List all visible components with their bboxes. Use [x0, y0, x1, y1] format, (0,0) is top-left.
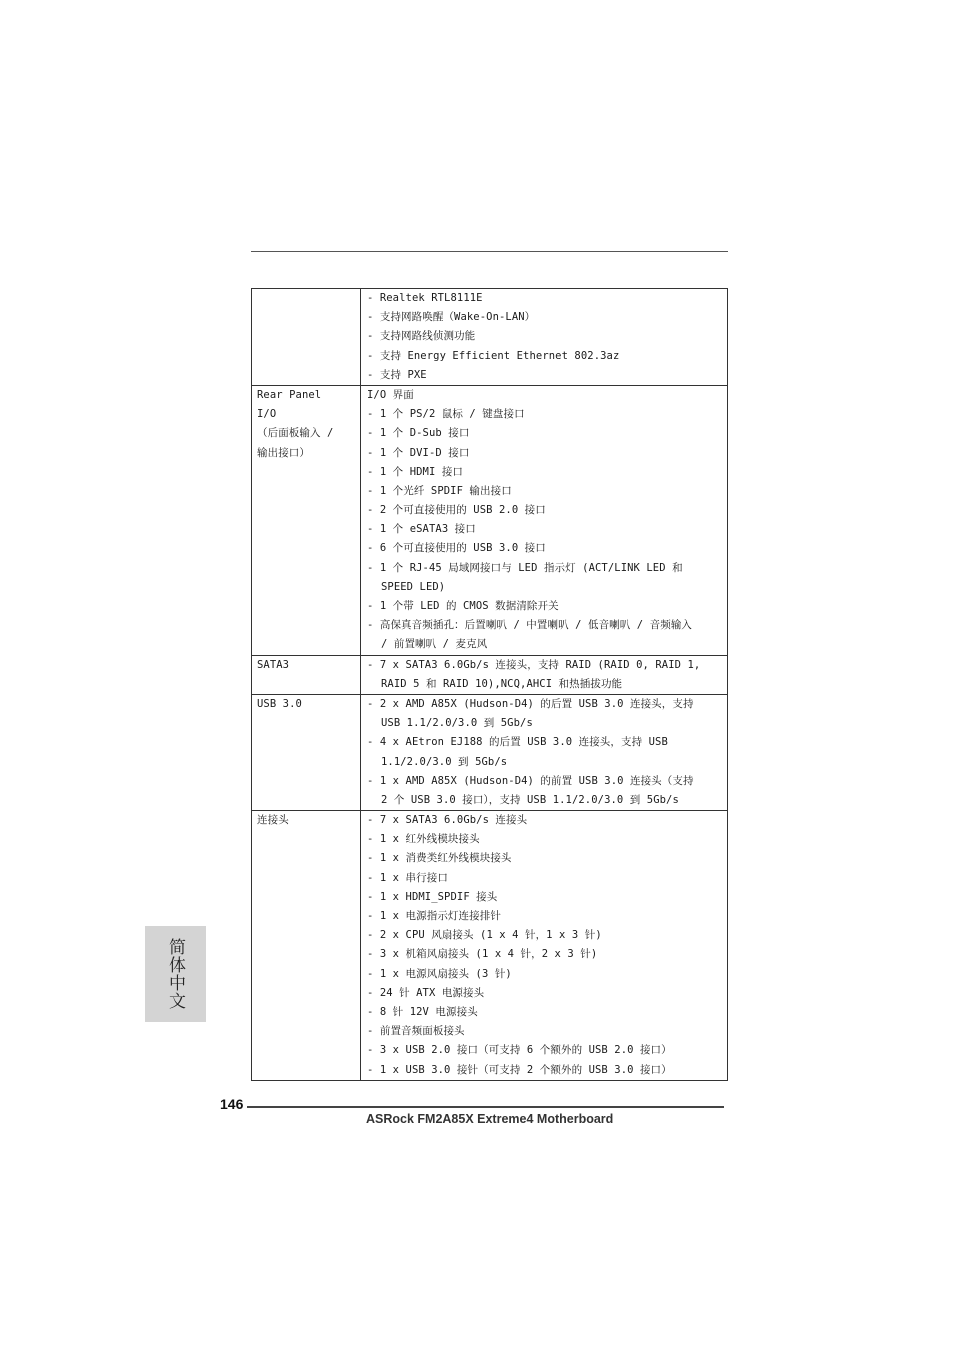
spec-value-cell: [361, 385, 728, 655]
spec-item: - 1 x AMD A85X (Hudson-D4) 的前置 USB 3.0 连接头（支持: [367, 774, 694, 787]
spec-value-cell: [361, 694, 728, 810]
spec-item: - 4 x AEtron EJ188 的后置 USB 3.0 连接头，支持 USB: [367, 736, 668, 749]
spec-label-line: 连接头: [257, 814, 289, 827]
spec-item: - 1 个 D-Sub 接口: [367, 427, 470, 440]
spec-item: I/O 界面: [367, 388, 414, 401]
spec-table-body: [252, 289, 728, 1081]
spec-item: - 2 x AMD A85X (Hudson-D4) 的后置 USB 3.0 连接头，支持: [367, 697, 694, 710]
spec-row: [252, 694, 728, 810]
spec-value-cell: [361, 811, 728, 1081]
spec-item: - 1 x HDMI_SPDIF 接头: [367, 890, 498, 903]
spec-label-cell: [252, 694, 361, 810]
spec-label-cell: [252, 811, 361, 1081]
spec-row: [252, 385, 728, 655]
spec-item: RAID 5 和 RAID 10),NCQ,AHCI 和热插拔功能: [381, 677, 623, 690]
top-rule: [251, 251, 728, 252]
spec-item: 1.1/2.0/3.0 到 5Gb/s: [381, 755, 508, 768]
spec-item: - 7 x SATA3 6.0Gb/s 连接头: [367, 814, 528, 827]
spec-label-line: SATA3: [257, 658, 290, 671]
footer-title: ASRock FM2A85X Extreme4 Motherboard: [366, 1112, 614, 1126]
spec-row: [252, 811, 728, 1081]
spec-item: - 1 x 电源风扇接头 (3 针): [367, 967, 512, 980]
spec-row: [252, 655, 728, 694]
spec-item: - 支持网路线侦测功能: [367, 330, 476, 343]
spec-label-line: （后面板输入 /: [257, 427, 334, 440]
spec-item: - 支持 PXE: [367, 368, 427, 381]
footer-rule: [247, 1106, 724, 1108]
spec-value-cell: [361, 655, 728, 694]
spec-item: - 1 x 串行接口: [367, 871, 448, 884]
spec-item: - 支持网路唤醒（Wake-On-LAN）: [367, 311, 536, 324]
spec-table: [251, 288, 728, 1081]
spec-item: / 前置喇叭 / 麦克风: [381, 638, 488, 651]
spec-item: - 1 x 电源指示灯连接排针: [367, 910, 501, 922]
spec-item: - 7 x SATA3 6.0Gb/s 连接头，支持 RAID (RAID 0, RAID 1,: [367, 658, 701, 671]
spec-item: - 1 个 eSATA3 接口: [367, 523, 476, 536]
spec-item: - 3 x 机箱风扇接头 (1 x 4 针，2 x 3 针): [367, 948, 598, 961]
spec-item: - 1 x 红外线模块接头: [367, 833, 480, 846]
spec-label-cell: [252, 655, 361, 694]
spec-item: SPEED LED): [381, 580, 446, 593]
spec-item: - 前置音频面板接头: [367, 1025, 465, 1038]
spec-item: USB 1.1/2.0/3.0 到 5Gb/s: [381, 717, 533, 730]
spec-item: - 3 x USB 2.0 接口（可支持 6 个额外的 USB 2.0 接口）: [367, 1044, 672, 1057]
spec-item: - 8 针 12V 电源接头: [367, 1005, 478, 1018]
spec-item: - 1 个 HDMI 接口: [367, 465, 464, 478]
page-number: 146: [220, 1096, 244, 1112]
spec-item: - 2 x CPU 风扇接头 (1 x 4 针，1 x 3 针): [367, 929, 602, 942]
spec-item: - 2 个可直接使用的 USB 2.0 接口: [367, 504, 546, 517]
language-side-tab: [145, 926, 206, 1022]
spec-row: [252, 289, 728, 386]
spec-label-line: USB 3.0: [257, 697, 302, 710]
language-tab-label: 简体中文: [165, 938, 185, 1010]
spec-item: - Realtek RTL8111E: [367, 292, 483, 304]
spec-item: - 1 个 DVI-D 接口: [367, 446, 470, 459]
spec-item: - 高保真音频插孔：后置喇叭 / 中置喇叭 / 低音喇叭 / 音频输入: [367, 619, 693, 632]
spec-label-line: 输出接口）: [257, 446, 310, 459]
spec-label-cell: [252, 385, 361, 655]
spec-label-line: Rear Panel: [257, 388, 322, 401]
spec-item: - 支持 Energy Efficient Ethernet 802.3az: [367, 349, 620, 362]
spec-item: - 1 x USB 3.0 接针（可支持 2 个额外的 USB 3.0 接口）: [367, 1063, 672, 1076]
spec-item: 2 个 USB 3.0 接口），支持 USB 1.1/2.0/3.0 到 5Gb/s: [381, 793, 679, 806]
spec-item: - 24 针 ATX 电源接头: [367, 986, 485, 999]
spec-value-cell: [361, 289, 728, 386]
spec-item: - 1 个带 LED 的 CMOS 数据清除开关: [367, 600, 559, 612]
spec-item: - 1 个 RJ-45 局域网接口与 LED 指示灯 (ACT/LINK LED 和: [367, 561, 683, 574]
spec-item: - 1 个光纤 SPDIF 输出接口: [367, 484, 512, 497]
spec-label-cell: [252, 289, 361, 386]
spec-label-line: I/O: [257, 408, 277, 421]
spec-item: - 1 个 PS/2 鼠标 / 键盘接口: [367, 408, 525, 421]
spec-item: - 1 x 消费类红外线模块接头: [367, 852, 512, 865]
spec-item: - 6 个可直接使用的 USB 3.0 接口: [367, 542, 546, 555]
